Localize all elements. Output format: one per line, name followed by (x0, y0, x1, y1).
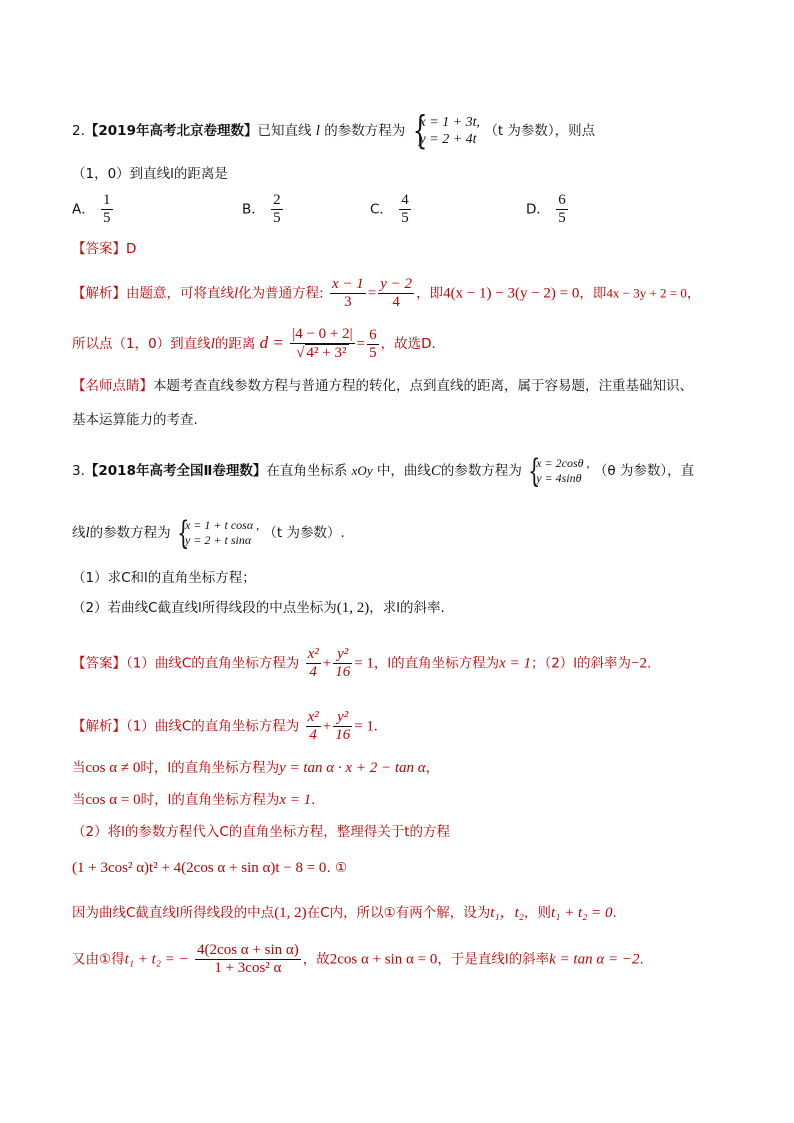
q2-text: （t 为参数），则点 (484, 123, 596, 139)
q3-quadratic (72, 858, 347, 878)
equation-marker: . ① (326, 860, 348, 876)
midpoint: (1, 2) (274, 905, 307, 921)
system-row: { x = 1 + 3t, (419, 115, 481, 130)
q3-midpoint (72, 903, 617, 923)
q2-analysis (72, 276, 700, 311)
numerator: y² (333, 646, 352, 664)
equals: = (367, 285, 377, 302)
q3-number: 3. (72, 463, 85, 479)
answer-tag: 【答案】 (72, 241, 126, 257)
var-l: l (85, 525, 90, 541)
eq-expanded: 4(x − 1) − 3(y − 2) = 0 (443, 285, 580, 302)
case-end: . (311, 792, 316, 808)
dist-text: ，故选 (380, 336, 422, 352)
root-sum-fraction (195, 942, 301, 977)
ellipse-x-term (306, 646, 321, 681)
quadratic-equation: (1 + 3cos² α)t² + 4(2cos α + sin α)t − 8 = 0 (72, 860, 327, 876)
q3-stem (72, 456, 694, 486)
option-fraction (556, 192, 568, 227)
numerator: |4 − 0 + 2| (292, 326, 353, 342)
denominator: 16 (335, 727, 351, 743)
system-row: y = 4sinθ (536, 471, 582, 485)
denominator: 4 (392, 294, 400, 310)
answer-value: D (126, 241, 137, 257)
midpoint: (1, 2) (336, 600, 370, 616)
denominator: 5 (273, 210, 281, 226)
q3-text: ，求l的斜率. (369, 600, 445, 616)
numerator: y − 2 (380, 276, 413, 292)
q3-solution: 【解析】（1）曲线C的直角坐标方程为 $\frac{\text{x²}}{4}$ + $\frac{\text{y²}}{16}$ = 1. (72, 709, 378, 743)
var-c: C (430, 463, 441, 479)
q3-source: 【2018年高考全国Ⅱ卷理数】 (84, 463, 267, 479)
eq-fraction (378, 276, 414, 311)
q2-text: 的参数方程为 (324, 123, 406, 139)
sqrt-content: 4² + 3² (306, 345, 347, 361)
option-label: C． (370, 201, 393, 218)
q2-source: 【2019年高考北京卷理数】 (84, 123, 258, 139)
numerator: 6 (369, 326, 377, 343)
q3-case2 (72, 790, 315, 810)
q3-case1 (72, 758, 439, 778)
analysis-text: 由题意，可将直线 (126, 285, 234, 302)
case-text: 当 (72, 792, 86, 808)
final-end: . (639, 951, 644, 968)
case-text: 时，l的直角坐标方程为 (140, 792, 280, 808)
analysis-text: ， (686, 285, 701, 302)
dist-result (367, 327, 379, 362)
final-text: ，于是直线l的斜率 (437, 951, 550, 968)
final-text: ，故 (302, 951, 330, 968)
var-l: l (315, 123, 320, 139)
option-d (526, 192, 570, 227)
dist-text: 所以点（1，0）到直线 (72, 336, 211, 352)
case-text: 时，l的直角坐标方程为 (140, 760, 280, 776)
case-text: 当 (72, 760, 86, 776)
denominator: 16 (335, 664, 351, 680)
midpoint-text: 因为曲线C截直线l所得线段的中点 (72, 905, 275, 921)
q3-text: 线 (72, 525, 86, 541)
q2-stem (72, 114, 595, 148)
answer-text: （1）曲线C的直角坐标方程为 (126, 655, 300, 672)
answer-end: . (647, 655, 652, 672)
dist-choice: D (421, 336, 432, 352)
option-fraction (399, 192, 411, 227)
q3-text: 的参数方程为 (89, 525, 171, 541)
numerator: y² (333, 709, 352, 727)
ellipse-y-term (333, 646, 352, 681)
case-equation: y = tan α · x + 2 − tan α (279, 760, 426, 776)
q3-stem-line2 (72, 518, 345, 548)
q2-answer (72, 239, 136, 259)
q2-number: 2. (72, 123, 85, 139)
q2-stem-line2: （1，0）到直线l的距离是 (72, 166, 228, 182)
numerator: 2 (273, 192, 281, 208)
q3-text: 在直角坐标系 (266, 463, 348, 479)
analysis-text: ，即 (416, 285, 444, 302)
system-row: y = 2 + 4t (419, 132, 477, 147)
option-fraction (101, 192, 113, 227)
q3-line-system (175, 518, 259, 548)
midpoint-text: ，则 (523, 905, 551, 921)
case-end: ， (425, 760, 440, 776)
final-equation: 2cos α + sin α = 0 (329, 951, 438, 968)
system-row: y = 2 + t sinα (184, 533, 252, 547)
q3-part1: （1）求C和l的直角坐标方程； (72, 570, 256, 586)
option-a (72, 192, 115, 227)
final-text: 又由①得 (72, 951, 125, 968)
numerator: 4(2cos α + sin α) (197, 942, 299, 958)
line-eq: x = 1 (499, 655, 531, 672)
option-label: D． (526, 201, 550, 218)
var-l: l (234, 285, 239, 302)
ellipse-y-term (333, 709, 352, 744)
q3-text: （θ 为参数），直 (593, 463, 695, 479)
ellipse-x-term (306, 709, 321, 744)
analysis-tag: 【解析】 (72, 285, 126, 302)
eq-fraction (330, 276, 366, 311)
q3-text: 中，曲线 (376, 463, 431, 479)
dist-d: d = (259, 333, 284, 352)
q2-distance: 所以点（1，0）到直线l的距离 d = $\frac{|4 - 0 + 2|}{\text{√ 4² + 3²}}$ = $\frac{6}{5}$ ，故选D. (72, 326, 436, 361)
dist-end: . (431, 336, 436, 352)
numerator: x² (307, 646, 319, 662)
q2-comment (72, 376, 693, 396)
system-row: { x = 2cosθ , (536, 456, 590, 470)
system-row: { x = 1 + t cosα , (184, 518, 260, 532)
option-label: A． (72, 201, 95, 218)
root-sum-lhs: t₁ + t₂ = − (124, 951, 189, 968)
option-b (242, 192, 285, 227)
q3-curve-system (526, 456, 589, 486)
numerator: 1 (103, 192, 111, 208)
roots: t₁，t₂ (490, 905, 524, 921)
q2-text: 已知直线 (257, 123, 312, 139)
denominator: √ 4² + 3² (296, 345, 347, 361)
coord-system: xOy (351, 463, 373, 478)
q3-part2 (72, 598, 445, 618)
numerator: 4 (401, 192, 409, 208)
analysis-text: ，即 (579, 285, 607, 302)
denominator: 5 (401, 210, 409, 226)
q3-answer: 【答案】（1）曲线C的直角坐标方程为 $\frac{\text{x²}}{4}$ + $\frac{\text{y²}}{16}$ = 1，l的直角坐标方程为x = 1；（2）l的斜率为−2. (72, 646, 652, 680)
numerator: 6 (558, 192, 566, 208)
option-fraction (271, 192, 283, 227)
var-l: l (210, 336, 215, 352)
q2-param-system (410, 114, 481, 148)
numerator: x − 1 (332, 276, 364, 292)
equals-one: = 1 (354, 655, 374, 672)
denominator: 3 (344, 294, 352, 310)
q3-text: （t 为参数）. (263, 525, 345, 541)
denominator: 4 (309, 727, 317, 743)
midpoint-text: 在C内，所以①有两个解，设为 (306, 905, 491, 921)
dist-text: 的距离 (214, 336, 256, 352)
analysis-tag: 【解析】 (72, 718, 126, 735)
root-sum: t₁ + t₂ = 0 (550, 905, 613, 921)
denominator: 5 (558, 210, 566, 226)
comment-tag: 【名师点睛】 (72, 378, 153, 394)
comment-text: 本题考查直线参数方程与普通方程的转化，点到直线的距离，属于容易题，注重基础知识、 (153, 378, 693, 394)
analysis-text: 化为普通方程: (238, 285, 324, 302)
option-c (370, 192, 413, 227)
dist-fraction (290, 326, 354, 362)
option-label: B． (242, 201, 265, 218)
numerator: x² (307, 709, 319, 725)
equals-one: = 1. (354, 718, 378, 735)
denominator: 5 (369, 344, 377, 361)
slope-result: k = tan α = −2 (549, 951, 640, 968)
case-condition: cos α ≠ 0 (85, 760, 141, 776)
eq-general: 4x − 3y + 2 = 0 (606, 285, 687, 301)
q3-text: （2）若曲线C截直线l所得线段的中点坐标为 (72, 600, 337, 616)
q3-text: 的参数方程为 (440, 463, 522, 479)
q3-part2-solution: （2）将l的参数方程代入C的直角坐标方程，整理得关于t的方程 (72, 824, 451, 840)
slope-value: −2 (631, 655, 648, 672)
case-equation: x = 1 (279, 792, 312, 808)
denominator: 5 (103, 210, 111, 226)
denominator: 1 + 3cos² α (214, 960, 282, 976)
case-condition: cos α = 0 (85, 792, 141, 808)
denominator: 4 (309, 664, 317, 680)
answer-text: ；（2）l的斜率为 (530, 655, 632, 672)
midpoint-end: . (612, 905, 617, 921)
answer-tag: 【答案】 (72, 655, 126, 672)
q3-final (72, 942, 644, 977)
q2-comment-line2: 基本运算能力的考查. (72, 412, 198, 428)
answer-text: ，l的直角坐标方程为 (373, 655, 500, 672)
solution-text: （1）曲线C的直角坐标方程为 (126, 718, 300, 735)
